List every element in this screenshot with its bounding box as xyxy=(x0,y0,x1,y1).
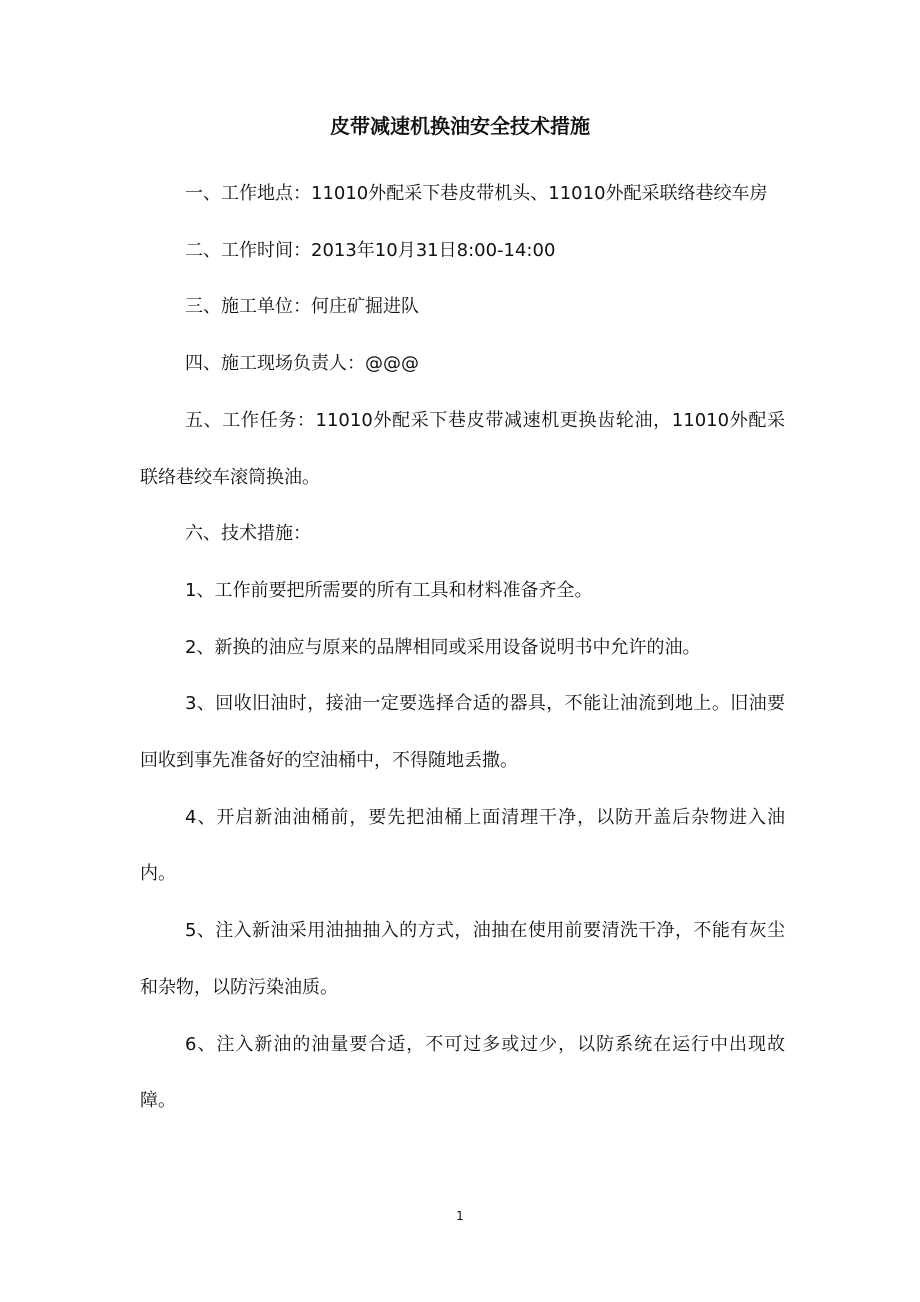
paragraph-measure-1: 1、工作前要把所需要的所有工具和材料准备齐全。 xyxy=(185,579,593,601)
paragraph-measure-3: 3、回收旧油时，接油一定要选择合适的器具，不能让油流到地上。旧油要回收到事先准备好的空油桶中，不得随地丢撒。 xyxy=(140,693,785,772)
paragraph-work-location: 一、工作地点：11010外配采下巷皮带机头、11010外配采联络巷绞车房 xyxy=(185,183,768,204)
paragraph-work-task: 五、工作任务：11010外配采下巷皮带减速机更换齿轮油，11010外配采联络巷绞车滚筒换油。 xyxy=(140,409,785,488)
paragraph-construction-unit: 三、施工单位：何庄矿掘进队 xyxy=(185,296,419,318)
document-body xyxy=(140,166,785,1130)
page-number: 1 xyxy=(456,1209,464,1223)
paragraph-measure-6: 6、注入新油的油量要合适，不可过多或过少，以防系统在运行中出现故障。 xyxy=(140,1033,785,1112)
paragraph-site-supervisor: 四、施工现场负责人：@@@ xyxy=(185,353,419,375)
paragraph-technical-measures-heading: 六、技术措施： xyxy=(185,523,311,545)
paragraph-measure-2: 2、新换的油应与原来的品牌相同或采用设备说明书中允许的油。 xyxy=(185,636,701,658)
paragraph-measure-4: 4、开启新油油桶前，要先把油桶上面清理干净，以防开盖后杂物进入油内。 xyxy=(140,806,785,885)
paragraph-measure-5: 5、注入新油采用油抽抽入的方式，油抽在使用前要清洗干净，不能有灰尘和杂物，以防污染油质。 xyxy=(140,920,785,998)
document-title: 皮带减速机换油安全技术措施 xyxy=(330,114,590,138)
paragraph-work-time: 二、工作时间：2013年10月31日8:00-14:00 xyxy=(185,239,556,261)
